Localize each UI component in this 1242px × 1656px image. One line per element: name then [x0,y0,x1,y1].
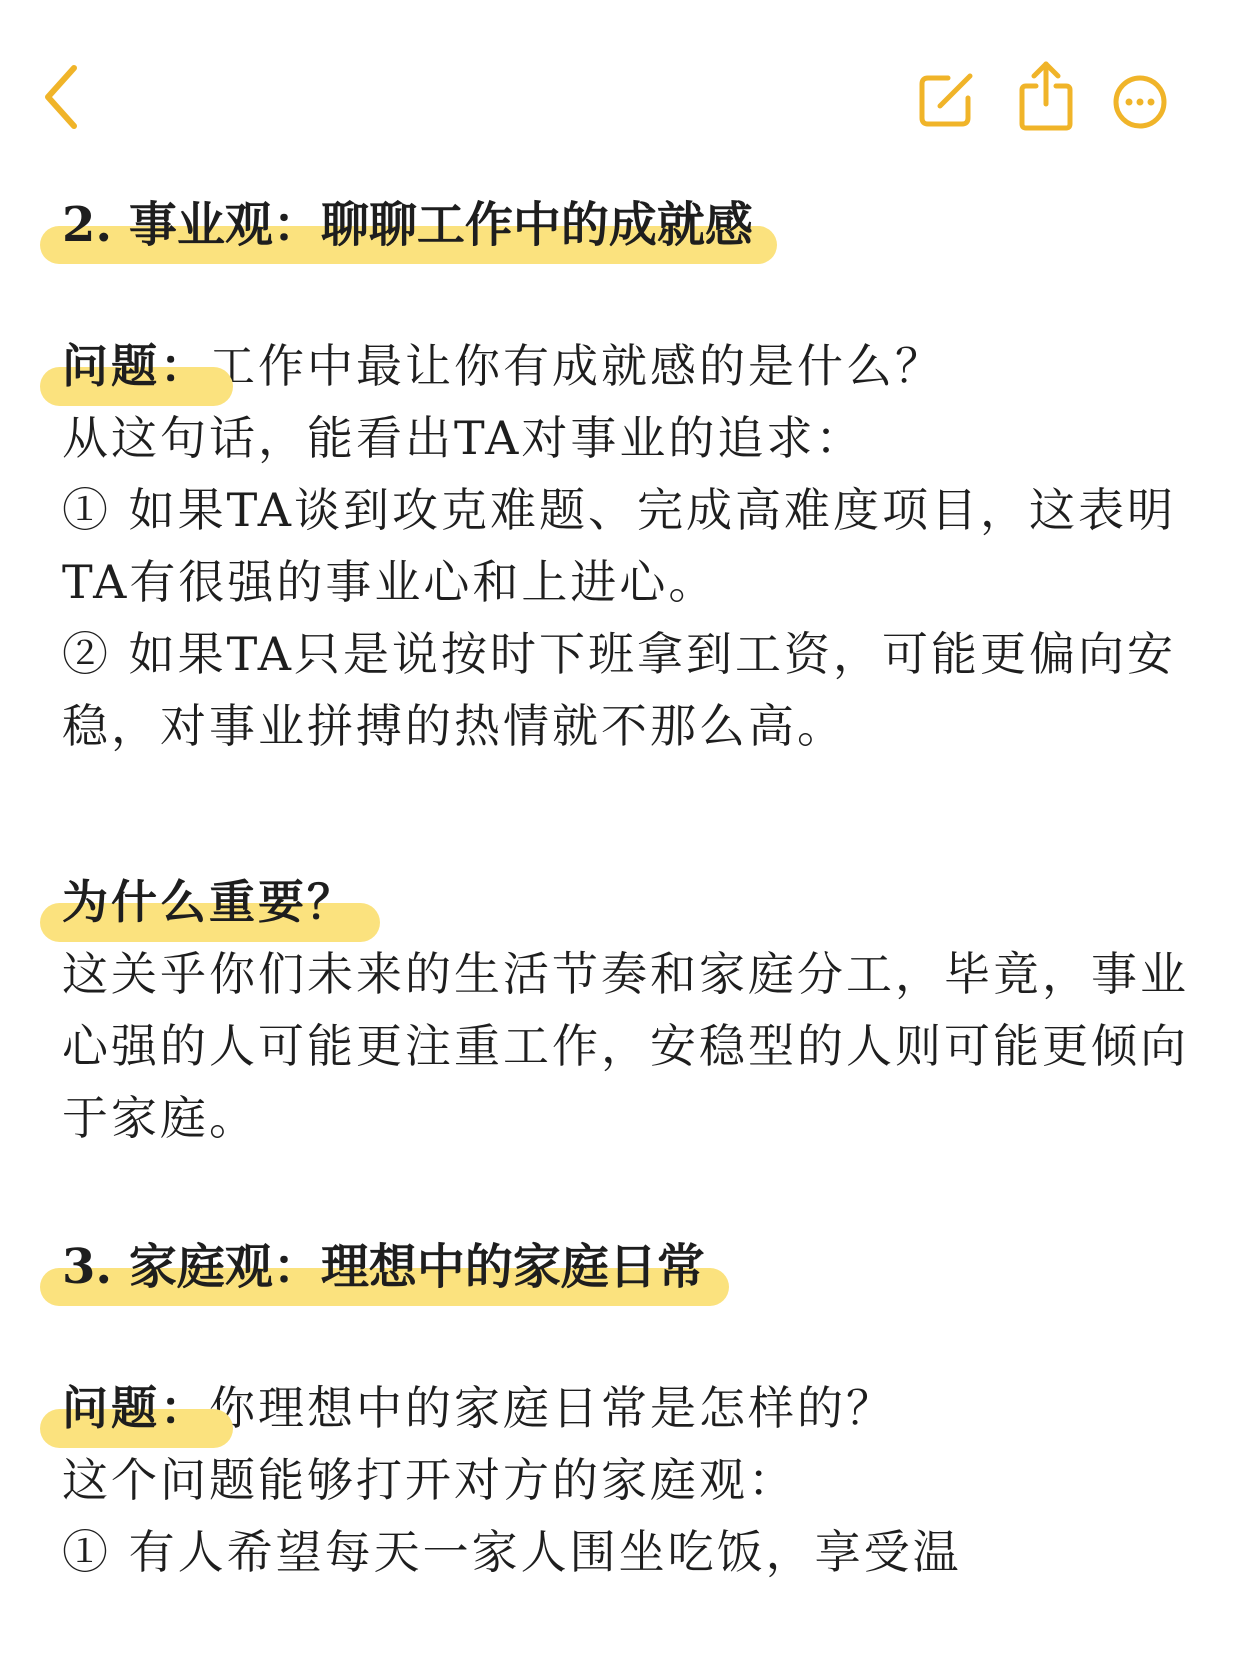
point-item: ① 如果TA谈到攻克难题、完成高难度项目，这表明TA有很强的事业心和上进心。 [62,483,1177,609]
chevron-left-icon[interactable] [40,62,90,132]
question-label: 问题： [62,1372,209,1444]
section-title-text: 3. 家庭观：理想中的家庭日常 [62,1232,705,1302]
note-toolbar [0,0,1242,150]
spacer [62,762,1212,832]
why-text: 这关乎你们未来的生活节奏和家庭分工，毕竟，事业心强的人可能更注重工作，安稳型的人则可能更倾向于家庭。 [62,947,1189,1145]
question-text: 你理想中的家庭日常是怎样的？ [209,1381,895,1435]
compose-icon[interactable] [918,70,976,128]
section-title [62,1232,1212,1302]
share-icon[interactable] [1018,60,1074,132]
more-icon[interactable] [1112,74,1168,130]
section-title-text: 2. 事业观：聊聊工作中的成就感 [62,190,753,260]
spacer [62,832,1212,866]
intro-text: 从这句话，能看出TA对事业的追求： [62,411,865,465]
question-line [62,1372,1212,1444]
note-body[interactable] [62,190,1212,1588]
point-item: ① 有人希望每天一家人围坐吃饭，享受温 [62,1525,962,1579]
question-label: 问题： [62,330,209,402]
section-title [62,190,1212,260]
intro-text: 这个问题能够打开对方的家庭观： [62,1453,797,1507]
question-line [62,330,1212,402]
why-line [62,866,1212,938]
question-text: 工作中最让你有成就感的是什么？ [209,339,944,393]
point-item: ② 如果TA只是说按时下班拿到工资，可能更偏向安稳，对事业拼搏的热情就不那么高。 [62,627,1177,753]
why-label: 为什么重要？ [62,866,356,938]
